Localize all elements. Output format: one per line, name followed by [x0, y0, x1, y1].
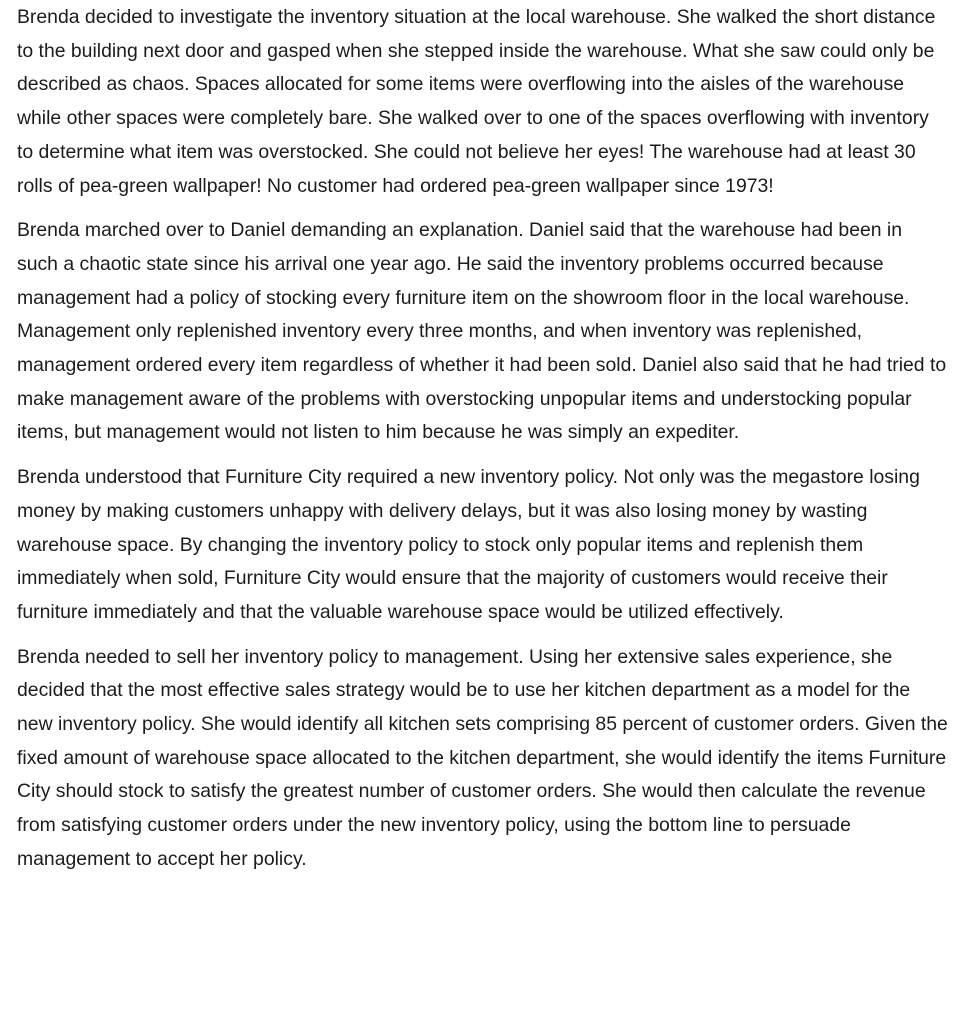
paragraph-daniel-explanation: Brenda marched over to Daniel demanding an explanation. Daniel said that the warehouse had been in such a chaotic state since his arrival one year ago. He said the inventory problems occurred because management had a policy of stocking every furniture item on the showroom floor in the local warehouse. Management only replenished inventory every three months, and when inventory was replenished, management ordered every item regardless of whether it had been sold. Daniel also said that he had tried to make management aware of the problems with overstocking unpopular items and understocking popular items, but management would not listen to him because he was simply an expediter. [17, 219, 947, 444]
paragraph-warehouse-chaos: Brenda decided to investigate the inventory situation at the local warehouse. She walked the short distance to the building next door and gasped when she stepped inside the warehouse. What she saw could only be described as chaos. Spaces allocated for some items were overflowing into the aisles of the warehouse while other spaces were completely bare. She walked over to one of the spaces overflowing with inventory to determine what item was overstocked. She could not believe her eyes! The warehouse had at least 30 rolls of pea-green wallpaper! No customer had ordered pea-green wallpaper since 1973! [17, 6, 936, 197]
paragraph-sales-strategy: Brenda needed to sell her inventory policy to management. Using her extensive sales experience, she decided that the most effective sales strategy would be to use her kitchen department as a model for the new inventory policy. She would identify all kitchen sets comprising 85 percent of customer orders. Given the fixed amount of warehouse space allocated to the kitchen department, she would identify the items Furniture City should stock to satisfy the greatest number of customer orders. She would then calculate the revenue from satisfying customer orders under the new inventory policy, using the bottom line to persuade management to accept her policy. [17, 645, 948, 870]
paragraph-new-inventory-policy: Brenda understood that Furniture City required a new inventory policy. Not only was the megastore losing money by making customers unhappy with delivery delays, but it was also losing money by wasting warehouse space. By changing the inventory policy to stock only popular items and replenish them immediately when sold, Furniture City would ensure that the majority of customers would receive their furniture immediately and that the valuable warehouse space would be utilized effectively. [17, 466, 920, 623]
